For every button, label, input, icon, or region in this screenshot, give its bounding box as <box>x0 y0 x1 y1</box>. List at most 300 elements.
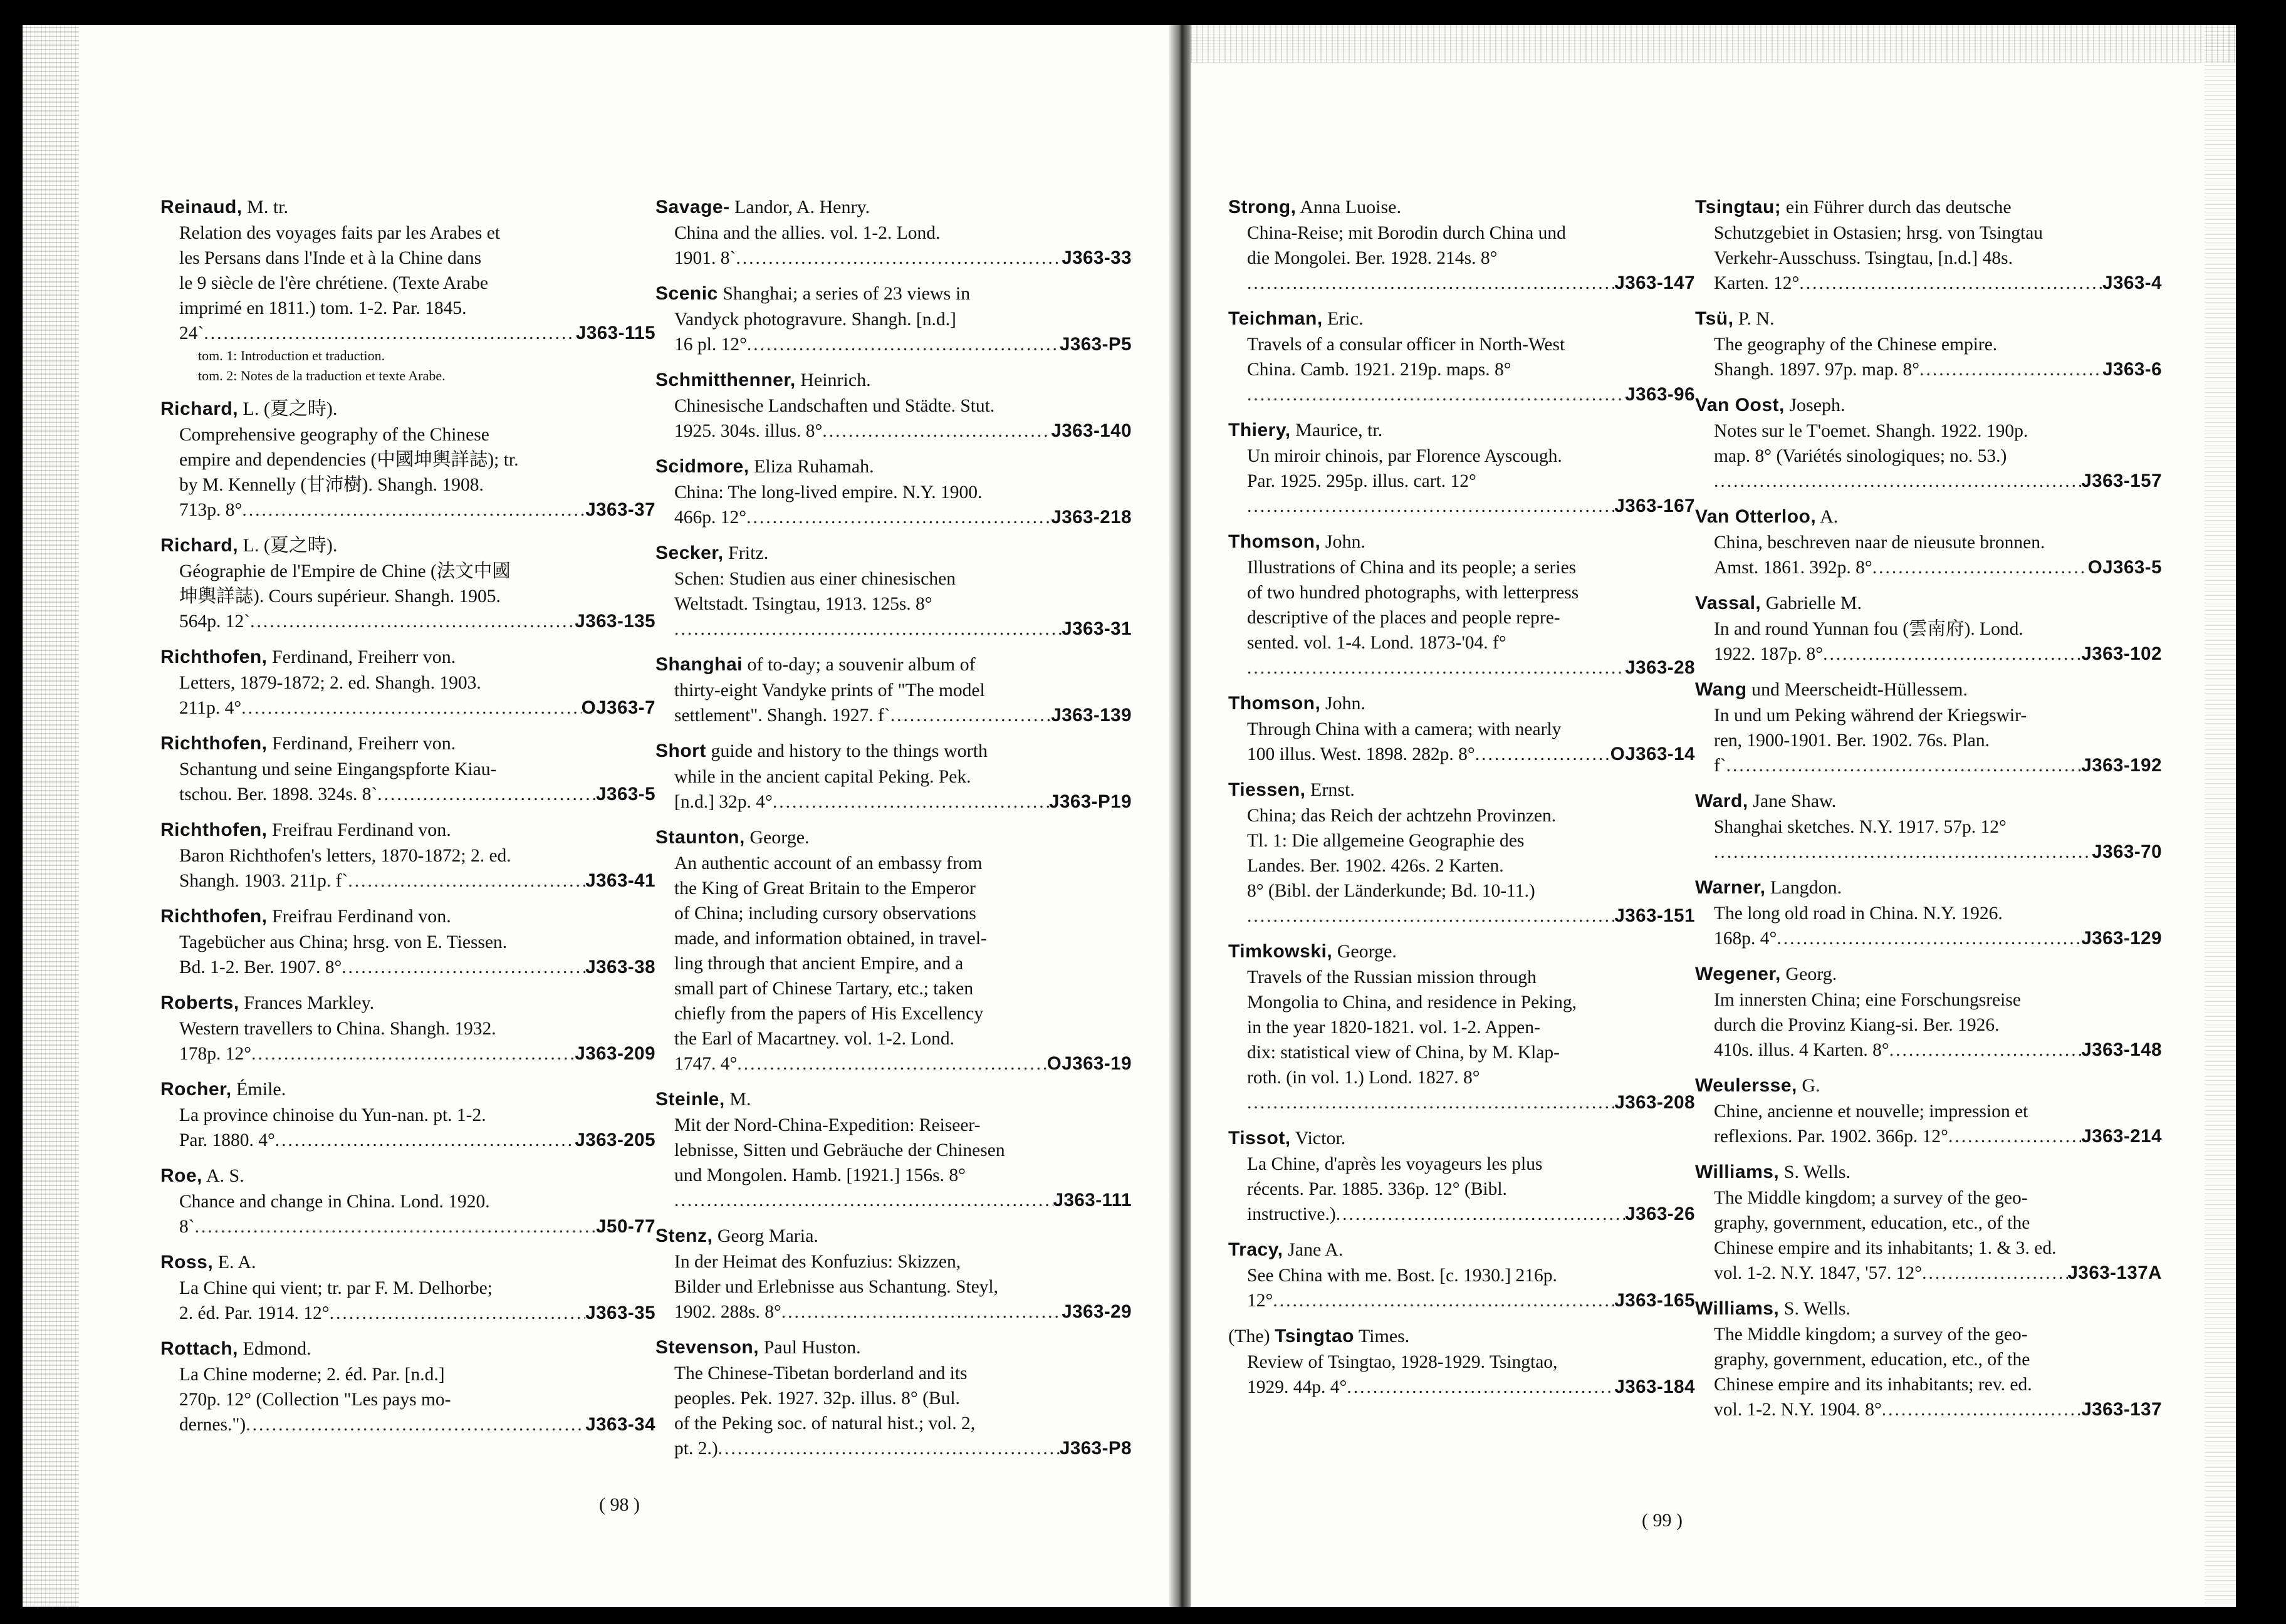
entry-heading <box>1695 875 2162 901</box>
bibliography-entry <box>160 396 655 523</box>
entry-author-rest: Heinrich. <box>800 370 871 390</box>
entry-heading <box>655 1086 1132 1113</box>
entry-line: La Chine moderne; 2. éd. Par. [n.d.] <box>179 1365 445 1385</box>
dot-leader <box>348 868 585 893</box>
bibliography-entry <box>1695 194 2162 296</box>
entry-heading <box>655 454 1132 480</box>
dot-leader <box>1247 382 1625 407</box>
dot-leader <box>1347 1375 1614 1400</box>
call-number: J363-129 <box>2081 928 2162 949</box>
entry-author: Scenic <box>655 283 718 304</box>
dot-leader <box>1247 494 1614 519</box>
entry-call-line <box>1695 1261 2162 1286</box>
entry-line: made, and information obtained, in travel- <box>674 929 987 949</box>
entry-author-rest: Frances Markley. <box>244 992 375 1013</box>
entry-heading <box>1695 1159 2162 1185</box>
entry-line: dix: statistical view of China, by M. Klap- <box>1247 1043 1560 1063</box>
bibliography-entry <box>160 1249 655 1326</box>
entry-call-line <box>1695 1397 2162 1422</box>
entry-author: Roberts, <box>160 992 239 1013</box>
entry-author: Richard, <box>160 535 239 556</box>
bibliography-entry <box>1228 417 1695 519</box>
bibliography-entry <box>1228 194 1695 296</box>
dot-leader <box>1714 469 2081 494</box>
entry-author: Roe, <box>160 1165 203 1186</box>
entry-note: tom. 1: Introduction et traduction. <box>198 348 385 363</box>
entry-author: Weulersse, <box>1695 1075 1797 1096</box>
entry-call-line <box>1695 1038 2162 1063</box>
entry-author-rest: George. <box>749 827 810 848</box>
call-number: J363-35 <box>585 1303 655 1323</box>
entry-line: peoples. Pek. 1927. 32p. illus. 8° (Bul. <box>674 1388 960 1408</box>
dot-leader <box>781 1299 1062 1325</box>
bibliography-entry <box>655 1335 1132 1461</box>
call-number: J363-37 <box>585 499 655 520</box>
entry-call-line <box>1695 840 2162 865</box>
entry-line: Shanghai sketches. N.Y. 1917. 57p. 12° <box>1714 817 2007 837</box>
dot-leader <box>1922 1261 2067 1286</box>
entry-author: Short <box>655 741 706 761</box>
bibliography-entry <box>655 1086 1132 1213</box>
entry-call-line <box>1228 903 1695 929</box>
entry-author: Tiessen, <box>1228 779 1306 800</box>
dot-leader <box>674 617 1062 642</box>
entry-call-line <box>1228 271 1695 296</box>
entry-author-rest: Langdon. <box>1770 877 1842 898</box>
entry-line: Chinesische Landschaften und Städte. Stut. <box>674 396 995 416</box>
entry-author: Stenz, <box>655 1226 713 1246</box>
entry-heading <box>655 825 1132 851</box>
entry-heading <box>655 1223 1132 1249</box>
entry-last-text: 466p. 12° <box>674 508 747 528</box>
dot-leader <box>674 1188 1053 1213</box>
entry-line: Notes sur le T'oemet. Shangh. 1922. 190p. <box>1714 421 2028 441</box>
dot-leader <box>1948 1124 2081 1149</box>
entry-author: Teichman, <box>1228 308 1323 329</box>
call-number: OJ363-7 <box>581 697 655 718</box>
entry-heading <box>160 396 655 422</box>
entry-author: Ward, <box>1695 791 1748 811</box>
bibliography-entry <box>160 1076 655 1153</box>
dot-leader <box>746 505 1051 530</box>
bibliography-entry <box>1228 1323 1695 1400</box>
entry-last-text: 1747. 4° <box>674 1054 738 1074</box>
entry-author: Thomson, <box>1228 693 1321 714</box>
entry-line: récents. Par. 1885. 336p. 12° (Bibl. <box>1247 1179 1507 1199</box>
entry-call-line <box>1695 469 2162 494</box>
entry-line: The geography of the Chinese empire. <box>1714 335 1998 355</box>
bibliography-entry <box>655 281 1132 357</box>
bibliography-entry <box>1695 1296 2162 1422</box>
entry-author: Tsü, <box>1695 308 1734 329</box>
entry-author-rest: George. <box>1337 941 1397 962</box>
bibliography-entry <box>1228 529 1695 680</box>
entry-author-rest: Joseph. <box>1789 395 1845 415</box>
call-number: J363-6 <box>2102 359 2162 380</box>
entry-author: Williams, <box>1695 1298 1780 1319</box>
entry-author: Williams, <box>1695 1162 1780 1182</box>
entry-last-text: 16 pl. 12° <box>674 335 747 355</box>
entry-line: Illustrations of China and its people; a series <box>1247 558 1577 578</box>
entry-author: Ross, <box>160 1252 214 1273</box>
entry-last-text: 1901. 8` <box>674 248 736 268</box>
entry-call-line <box>655 419 1132 444</box>
entry-call-line <box>1228 1090 1695 1115</box>
entry-call-line <box>160 782 655 807</box>
scan-noise <box>1191 25 2236 63</box>
entry-line: Bilder und Erlebnisse aus Schantung. Steyl, <box>674 1277 998 1297</box>
entry-call-line <box>1228 742 1695 767</box>
entry-call-line <box>160 497 655 523</box>
entry-line: Schen: Studien aus einer chinesischen <box>674 569 956 589</box>
dot-leader <box>747 332 1060 357</box>
bibliography-entry <box>655 652 1132 728</box>
entry-author: Shanghai <box>655 654 743 675</box>
entry-author: Wang <box>1695 679 1747 700</box>
entry-last-text: 713p. 8° <box>179 500 243 520</box>
dot-leader <box>250 609 575 634</box>
entry-last-text: instructive.) <box>1247 1204 1336 1224</box>
entry-line: of China; including cursory observations <box>674 903 976 924</box>
entry-call-line <box>1228 494 1695 519</box>
entry-author-rest: John. <box>1325 531 1366 552</box>
entry-heading <box>1228 690 1695 717</box>
bibliography-entry <box>1695 590 2162 667</box>
dot-leader <box>1889 1038 2082 1063</box>
bibliography-entry <box>655 1223 1132 1325</box>
dot-leader <box>1247 271 1614 296</box>
call-number: J363-205 <box>575 1130 655 1150</box>
column-1 <box>160 194 655 1497</box>
entry-author-rest: Fritz. <box>728 543 769 563</box>
dot-leader <box>1882 1397 2082 1422</box>
entry-line: lebnisse, Sitten und Gebräuche der Chinesen <box>674 1140 1005 1160</box>
call-number: J363-70 <box>2092 841 2162 862</box>
entry-line: while in the ancient capital Peking. Pek. <box>674 767 971 787</box>
call-number: J363-147 <box>1614 273 1695 293</box>
entry-heading <box>1228 1323 1695 1350</box>
entry-author-rest: Maurice, tr. <box>1295 420 1383 440</box>
entry-line: Chinese empire and its inhabitants; 1. & 3. ed. <box>1714 1238 2057 1258</box>
entry-line: La Chine qui vient; tr. par F. M. Delhorbe; <box>179 1278 493 1298</box>
page-number-left: ( 98 ) <box>599 1494 640 1515</box>
entry-call-line <box>1695 926 2162 951</box>
entry-author: Richthofen, <box>160 647 268 667</box>
dot-leader <box>736 246 1062 271</box>
entry-author: Timkowski, <box>1228 941 1333 962</box>
entry-line: China. Camb. 1921. 219p. maps. 8° <box>1247 360 1511 380</box>
bibliography-entry <box>655 194 1132 271</box>
entry-heading <box>655 738 1132 764</box>
column-3 <box>1228 194 1695 1497</box>
bibliography-entry <box>160 731 655 807</box>
call-number: J363-137 <box>2081 1399 2162 1420</box>
call-number: J363-167 <box>1614 496 1695 516</box>
bibliography-entry <box>160 903 655 980</box>
entry-call-line <box>655 332 1132 357</box>
entry-call-line <box>1695 357 2162 382</box>
entry-call-line <box>160 1214 655 1239</box>
entry-last-text: 1922. 187p. 8° <box>1714 644 1824 664</box>
entry-line: Relation des voyages faits par les Arabes et <box>179 223 501 243</box>
entry-author-rest: S. Wells. <box>1783 1162 1850 1182</box>
entry-heading <box>655 194 1132 221</box>
call-number: J363-135 <box>575 611 655 632</box>
call-number: J363-102 <box>2081 643 2162 664</box>
entry-line: Tagebücher aus China; hrsg. von E. Tiessen. <box>179 932 508 952</box>
call-number: J363-192 <box>2081 755 2162 776</box>
bibliography-entry <box>160 1336 655 1437</box>
bibliography-entry <box>1695 1159 2162 1286</box>
entry-heading <box>1695 961 2162 987</box>
entry-last-text: Bd. 1-2. Ber. 1907. 8° <box>179 957 342 977</box>
bibliography-entry <box>1695 788 2162 865</box>
bibliography-entry <box>655 367 1132 444</box>
bibliography-entry <box>160 990 655 1066</box>
entry-call-line <box>655 1188 1132 1213</box>
entry-call-line <box>655 1051 1132 1076</box>
entry-last-text: 1902. 288s. 8° <box>674 1302 781 1322</box>
entry-call-line <box>160 868 655 893</box>
entry-line: Mit der Nord-China-Expedition: Reiseer- <box>674 1115 981 1135</box>
bibliography-entry <box>655 738 1132 815</box>
entry-line: See China with me. Bost. [c. 1930.] 216p. <box>1247 1266 1557 1286</box>
entry-last-text: Shangh. 1903. 211p. f` <box>179 871 348 891</box>
entry-heading <box>160 194 655 221</box>
entry-author-rest: und Meerscheidt-Hüllessem. <box>1751 679 1968 700</box>
entry-line: Schutzgebiet in Ostasien; hrsg. von Tsingtau <box>1714 223 2043 243</box>
entry-author-rest: Freifrau Ferdinand von. <box>272 820 451 840</box>
entry-heading <box>1695 788 2162 815</box>
entry-heading <box>1695 677 2162 703</box>
entry-line: imprimé en 1811.) tom. 1-2. Par. 1845. <box>179 298 467 318</box>
column-4 <box>1695 194 2162 1497</box>
entry-last-text: 211p. 4° <box>179 698 242 718</box>
bibliography-entry <box>1228 777 1695 929</box>
entry-line: Letters, 1879-1872; 2. ed. Shangh. 1903. <box>179 673 481 693</box>
call-number: J363-139 <box>1051 705 1132 726</box>
call-number: J50-77 <box>596 1216 655 1237</box>
dot-leader <box>1247 1090 1614 1115</box>
call-number: J363-184 <box>1614 1377 1695 1397</box>
entry-call-line <box>1228 1202 1695 1227</box>
call-number: J363-148 <box>2081 1039 2162 1060</box>
entry-author-rest: M. tr. <box>247 197 289 217</box>
entry-author-rest: Paul Huston. <box>763 1337 861 1358</box>
entry-line: Through China with a camera; with nearly <box>1247 719 1562 739</box>
entry-line: chiefly from the papers of His Excellency <box>674 1004 984 1024</box>
entry-call-line <box>655 246 1132 271</box>
entry-author-rest: Victor. <box>1295 1128 1346 1148</box>
entry-call-line <box>1228 1288 1695 1313</box>
entry-call-line <box>1695 753 2162 778</box>
entry-heading <box>655 540 1132 566</box>
entry-line: Baron Richthofen's letters, 1870-1872; 2. ed. <box>179 846 511 866</box>
entry-author: Rocher, <box>160 1079 232 1100</box>
call-number: J363-209 <box>575 1043 655 1064</box>
entry-author-rest: Edmond. <box>243 1338 311 1359</box>
entry-last-text: 2. éd. Par. 1914. 12° <box>179 1303 330 1323</box>
entry-author: Savage- <box>655 197 730 217</box>
entry-line: empire and dependencies (中國坤輿詳誌); tr. <box>179 450 519 470</box>
call-number: J363-115 <box>575 323 655 343</box>
entry-author: Vassal, <box>1695 593 1761 613</box>
entry-line: of the Peking soc. of natural hist.; vol. 2, <box>674 1413 976 1434</box>
entry-heading <box>655 281 1132 307</box>
entry-heading <box>160 1249 655 1276</box>
entry-author-rest: Jane Shaw. <box>1753 791 1837 811</box>
entry-heading <box>1695 590 2162 617</box>
entry-line: Chinese empire and its inhabitants; rev. ed. <box>1714 1375 2032 1395</box>
entry-last-text: tschou. Ber. 1898. 324s. 8` <box>179 784 378 804</box>
entry-line: Chine, ancienne et nouvelle; impression et <box>1714 1101 2028 1122</box>
entry-author: Reinaud, <box>160 197 243 217</box>
entry-author-rest: A. S. <box>206 1165 244 1186</box>
entry-author-rest: Eliza Ruhamah. <box>754 456 874 477</box>
entry-author-rest: Jane A. <box>1288 1239 1344 1260</box>
call-number: J363-29 <box>1062 1301 1132 1322</box>
entry-call-line <box>1228 382 1695 407</box>
call-number: J363-26 <box>1625 1204 1695 1224</box>
right-page <box>1191 25 2236 1607</box>
entry-line: of two hundred photographs, with letterpress <box>1247 583 1579 603</box>
entry-call-line <box>160 1301 655 1326</box>
entry-call-line <box>160 955 655 980</box>
entry-last-text: 8` <box>179 1217 195 1237</box>
entry-author: Tissot, <box>1228 1128 1291 1148</box>
call-number: J363-P5 <box>1059 334 1132 355</box>
bibliography-entry <box>1695 306 2162 382</box>
entry-heading <box>655 1335 1132 1361</box>
entry-heading <box>1228 1125 1695 1152</box>
entry-line: ling through that ancient Empire, and a <box>674 954 964 974</box>
entry-line: Landes. Ber. 1902. 426s. 2 Karten. <box>1247 856 1504 876</box>
scan-noise <box>2205 25 2236 1607</box>
entry-author: Wegener, <box>1695 964 1781 984</box>
entry-line: Travels of the Russian mission through <box>1247 967 1537 987</box>
call-number: J363-34 <box>585 1414 655 1435</box>
entry-last-text: pt. 2.) <box>674 1439 718 1459</box>
bibliography-entry <box>1695 504 2162 580</box>
entry-author: Richard, <box>160 398 239 419</box>
entry-last-text: f` <box>1714 756 1726 776</box>
entry-author-rest: Ernst. <box>1310 779 1355 800</box>
entry-line: Review of Tsingtao, 1928-1929. Tsingtao, <box>1247 1352 1558 1372</box>
dot-leader <box>195 1214 597 1239</box>
page-number-right: ( 99 ) <box>1642 1510 1683 1531</box>
entry-call-line <box>1695 642 2162 667</box>
entry-author-rest: G. <box>1802 1075 1820 1096</box>
entry-author: Tracy, <box>1228 1239 1283 1260</box>
entry-author: Van Oost, <box>1695 395 1785 415</box>
entry-heading <box>1228 194 1695 221</box>
entry-author: Strong, <box>1228 197 1297 217</box>
entry-line: In und um Peking während der Kriegswir- <box>1714 705 2027 726</box>
entry-line: die Mongolei. Ber. 1928. 214s. 8° <box>1247 248 1498 268</box>
entry-author: Warner, <box>1695 877 1766 898</box>
entry-last-text: [n.d.] 32p. 4° <box>674 792 773 812</box>
entry-line: Par. 1925. 295p. illus. cart. 12° <box>1247 471 1476 491</box>
entry-call-line <box>1228 655 1695 680</box>
entry-line: Un miroir chinois, par Florence Ayscough. <box>1247 446 1562 466</box>
entry-heading <box>160 817 655 843</box>
entry-note: tom. 2: Notes de la traduction et texte Arabe. <box>198 368 446 383</box>
dot-leader <box>1247 903 1614 929</box>
entry-call-line <box>160 1041 655 1066</box>
entry-call-line <box>655 1299 1132 1325</box>
dot-leader <box>342 955 585 980</box>
entry-heading <box>160 731 655 757</box>
call-number: J363-41 <box>585 870 655 891</box>
entry-line: Vandyck photogravure. Shangh. [n.d.] <box>674 310 956 330</box>
entry-author: Thomson, <box>1228 531 1321 552</box>
entry-call-line <box>160 695 655 721</box>
entry-author: Richthofen, <box>160 820 268 840</box>
entry-author-rest: Georg Maria. <box>717 1226 818 1246</box>
entry-author-rest: Times. <box>1358 1326 1410 1346</box>
entry-author-rest: Ferdinand, Freiherr von. <box>272 733 456 754</box>
entry-heading <box>1228 417 1695 444</box>
entry-heading <box>1695 194 2162 221</box>
entry-author-rest: E. A. <box>217 1252 256 1273</box>
bibliography-entry <box>160 533 655 634</box>
call-number: J363-4 <box>2102 273 2162 293</box>
entry-line: in the year 1820-1821. vol. 1-2. Appen- <box>1247 1018 1540 1038</box>
entry-author-rest: L. (夏之時). <box>243 398 338 419</box>
entry-line: les Persans dans l'Inde et à la Chine dans <box>179 248 482 268</box>
entry-line: Travels of a consular officer in North-West <box>1247 335 1565 355</box>
entry-line: La Chine, d'après les voyageurs les plus <box>1247 1154 1543 1174</box>
entry-last-text: 24` <box>179 323 204 343</box>
entry-author-rest: Gabrielle M. <box>1765 593 1862 613</box>
entry-author: Tsingtau; <box>1695 197 1782 217</box>
entry-line: Mongolia to China, and residence in Peking, <box>1247 992 1577 1012</box>
entry-line: le 9 siècle de l'ère chrétiene. (Texte Arabe <box>179 273 489 293</box>
entry-author: Van Otterloo, <box>1695 506 1817 527</box>
entry-line: Western travellers to China. Shangh. 1932. <box>179 1019 496 1039</box>
dot-leader <box>1475 742 1610 767</box>
entry-author-rest: S. Wells. <box>1783 1298 1850 1319</box>
entry-last-text: 100 illus. West. 1898. 282p. 8° <box>1247 744 1475 764</box>
entry-line: China-Reise; mit Borodin durch China und <box>1247 223 1566 243</box>
entry-last-text: 168p. 4° <box>1714 929 1777 949</box>
entry-author-rest: Georg. <box>1785 964 1837 984</box>
entry-author-rest: M. <box>729 1089 751 1110</box>
entry-line: The Middle kingdom; a survey of the geo- <box>1714 1325 2028 1345</box>
entry-line: The Middle kingdom; a survey of the geo- <box>1714 1188 2028 1208</box>
entry-author-rest: John. <box>1325 693 1366 714</box>
entry-author: Richthofen, <box>160 906 268 927</box>
entry-line: thirty-eight Vandyke prints of "The model <box>674 680 985 700</box>
entry-line: the King of Great Britain to the Emperor <box>674 878 976 898</box>
bibliography-entry <box>655 540 1132 642</box>
entry-author: Scidmore, <box>655 456 749 477</box>
call-number: J363-214 <box>2081 1126 2162 1147</box>
entry-heading <box>160 990 655 1016</box>
dot-leader <box>1872 555 2088 580</box>
entry-call-line <box>1695 271 2162 296</box>
entry-call-line <box>655 1436 1132 1461</box>
entry-author: Tsingtao <box>1275 1326 1354 1346</box>
entry-author-rest: Anna Luoise. <box>1300 197 1401 217</box>
entry-author: Secker, <box>655 543 724 563</box>
entry-last-text: dernes.") <box>179 1415 246 1435</box>
call-number: OJ363-19 <box>1046 1053 1132 1074</box>
entry-author: Thiery, <box>1228 420 1291 440</box>
entry-author: Staunton, <box>655 827 745 848</box>
entry-call-line <box>655 789 1132 815</box>
entry-call-line <box>655 505 1132 530</box>
